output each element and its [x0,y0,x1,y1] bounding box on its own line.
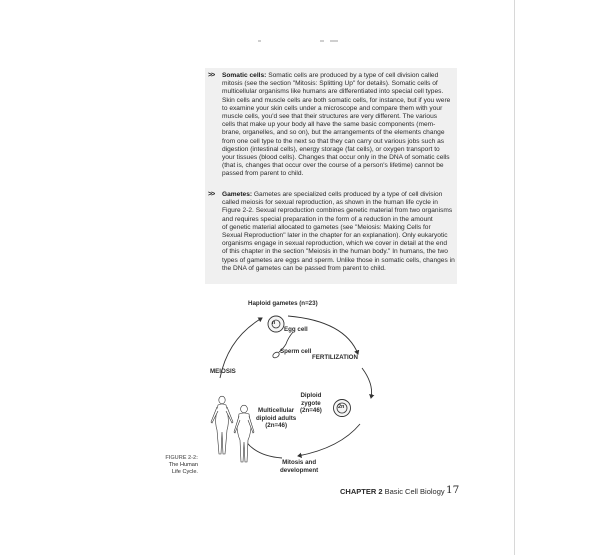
bullet-line: and requires special preparation in the form of a reduction in the amount [222,215,433,223]
page-footer [340,484,460,501]
figure-caption [140,455,198,476]
bullet-line: the DNA of gametes can be passed from parent to child. [222,264,386,272]
chapter-label: CHAPTER 2 [340,487,383,496]
mitosis-label: Mitosis and development [280,459,319,474]
egg-symbol: n [272,320,276,326]
female-figure-icon [211,396,233,454]
arrow-to-mitosis [298,424,360,456]
bullet-line: from one cell type to the next so that they can carry out various jobs such as [222,137,445,145]
bullet-marker: >> [208,72,215,79]
caption-line: Life Cycle. [171,469,198,475]
bullet-line: brane, organelles, and so on), but the arrangements of the elements change [222,129,445,137]
chapter-title: Basic Cell Biology [384,487,445,496]
haploid-gametes-label: Haploid gametes (n=23) [248,300,318,307]
bullet-line: to examine your skin cells under a microscope and compare them with your [222,104,443,112]
bullet-body [222,72,455,179]
egg-cell-icon [268,316,284,332]
bullet-body [222,191,455,273]
caption-line: The Human [168,462,198,468]
header-decoration [258,40,342,44]
bullet-line: muscle cells, you'd see that their structures are very different. The various [222,113,438,121]
bullet-line: (that is, changes that occur over the course of a person's lifetime) cannot be [222,162,444,170]
bullet-line: called meiosis for sexual reproduction, as shown in the human life cycle in [222,199,438,207]
figure-label: FIGURE 2-2: [165,455,198,461]
bullet-line: Figure 2-2. Sexual reproduction combines genetic material from two organisms [222,207,453,215]
bullet-line: of genetic material allocated to gametes (see "Meiosis: Making Cells for [222,223,431,231]
bullet-line: passed from parent to child. [222,170,304,178]
sperm-head-icon [272,351,280,359]
page-edge [514,0,515,555]
arrow-to-zygote [362,368,372,398]
male-figure-icon [234,405,254,462]
bullet-term: Gametes: [222,191,253,198]
bullet-line: your tissues (blood cells). Changes that occur only in the DNA of somatic cells [222,154,450,162]
bullet-line: cells that make up your body all have the same basic components (mem- [222,121,436,129]
adults-label: Multicellular diploid adults (2n=46) [256,407,297,429]
fertilization-label: FERTILIZATION [312,354,358,361]
bullet-line: mitosis (see the section "Mitosis: Splitting Up" for details). Somatic cells of [222,80,438,88]
bullet-line: organisms engage in sexual reproduction, which we cover in detail at the end [222,240,448,248]
zygote-symbol: 2n [338,404,345,410]
bullet-line: multicellular organisms like humans are differentiated into special cell types. [222,88,444,96]
bullet-marker: >> [208,191,215,198]
egg-cell-label: Egg cell [284,326,308,333]
sperm-cell-label: Sperm cell [280,348,312,355]
bullet-list [205,68,457,284]
bullet-first-line: Somatic cells: Somatic cells are produced by a type of cell division called [222,72,439,79]
bullet-line: Sexual Reproduction" later in the chapter for an explanation). Only eukaryotic [222,232,448,240]
life-cycle-figure [200,296,390,496]
bullet-line: of this chapter in the section "Meiosis in the human body." In humans, the two [222,248,448,256]
bullet-line: Skin cells and muscle cells are both somatic cells, for instance, but if you were [222,96,451,104]
bullet-line: types of gametes are eggs and sperm. Unlike those in somatic cells, changes in [222,256,455,264]
meiosis-label: MEIOSIS [210,368,236,375]
page-number: 17 [446,484,460,496]
zygote-label: Diploid zygote (2n=46) [300,392,322,414]
bullet-term: Somatic cells: [222,72,267,79]
bullet-line: digestion (intestinal cells), energy storage (fat cells), or oxygen transport to [222,145,440,153]
bullet-first-line: Gametes: Gametes are specialized cells produced by a type of cell division [222,191,443,198]
